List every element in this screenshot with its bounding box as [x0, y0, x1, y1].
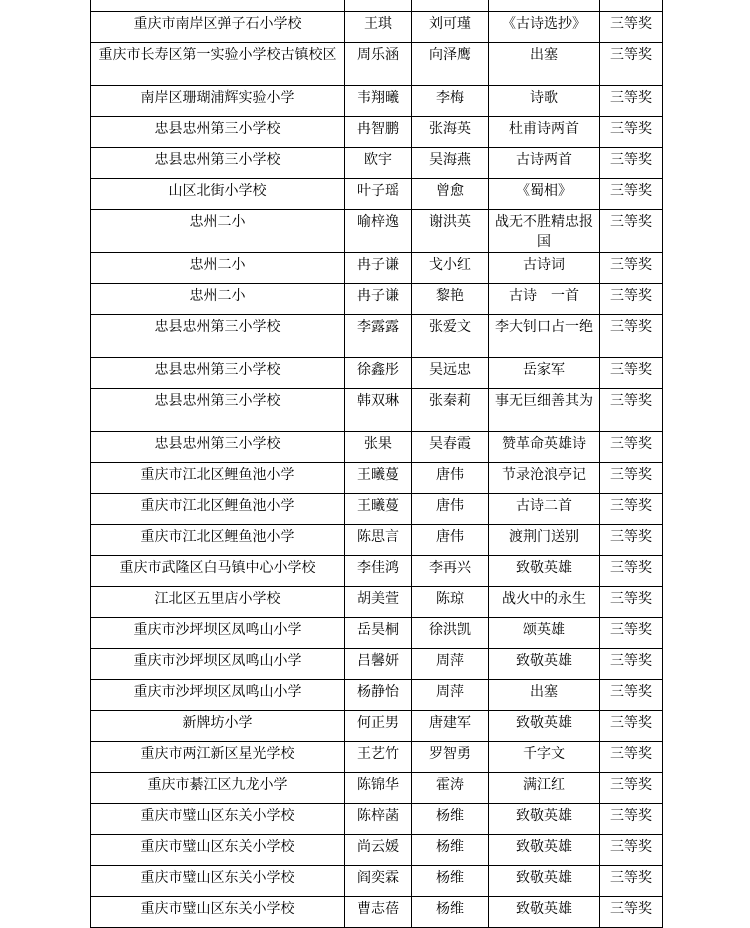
award-level-cell: 三等奖 [600, 179, 663, 210]
teacher-name-cell: 李梅 [412, 86, 489, 117]
school-cell: 忠州二小 [91, 210, 345, 253]
school-cell: 忠县忠州第三小学校 [91, 432, 345, 463]
student-name-cell: 冉子谦 [345, 284, 412, 315]
work-title-cell: 事无巨细善其为 [489, 389, 600, 432]
school-cell: 忠县忠州第三小学校 [91, 148, 345, 179]
table-row [91, 866, 663, 897]
table-row [91, 284, 663, 315]
award-level-cell: 三等奖 [600, 866, 663, 897]
table-row [91, 315, 663, 358]
student-name-cell: 陈锦华 [345, 773, 412, 804]
work-title-cell: 致敬英雄 [489, 649, 600, 680]
award-level-cell: 三等奖 [600, 463, 663, 494]
work-title-cell: 赞革命英雄诗 [489, 432, 600, 463]
table-row [91, 680, 663, 711]
teacher-name-cell: 杨维 [412, 804, 489, 835]
teacher-name-cell: 杨维 [412, 835, 489, 866]
award-level-cell: 三等奖 [600, 804, 663, 835]
school-cell: 重庆市武隆区白马镇中心小学校 [91, 556, 345, 587]
award-level-cell: 三等奖 [600, 389, 663, 432]
student-name-cell: 李佳鸿 [345, 556, 412, 587]
student-name-cell: 冉智鹏 [345, 117, 412, 148]
student-name-cell: 王曦蔓 [345, 494, 412, 525]
student-name-cell [345, 0, 412, 12]
school-cell: 重庆市沙坪坝区凤鸣山小学 [91, 618, 345, 649]
student-name-cell: 吕馨妍 [345, 649, 412, 680]
student-name-cell: 冉子谦 [345, 253, 412, 284]
student-name-cell: 欧宇 [345, 148, 412, 179]
work-title-cell: 颂英雄 [489, 618, 600, 649]
table-row [91, 773, 663, 804]
teacher-name-cell: 谢洪英 [412, 210, 489, 253]
award-level-cell: 三等奖 [600, 618, 663, 649]
table-row [91, 742, 663, 773]
work-title-cell: 渡荆门送别 [489, 525, 600, 556]
teacher-name-cell: 陈琼 [412, 587, 489, 618]
teacher-name-cell: 刘可瑾 [412, 12, 489, 43]
teacher-name-cell: 戈小红 [412, 253, 489, 284]
table-row [91, 389, 663, 432]
award-level-cell: 三等奖 [600, 773, 663, 804]
work-title-cell: 致敬英雄 [489, 866, 600, 897]
teacher-name-cell: 李再兴 [412, 556, 489, 587]
school-cell: 新牌坊小学 [91, 711, 345, 742]
work-title-cell: 出塞 [489, 680, 600, 711]
teacher-name-cell: 吴远忠 [412, 358, 489, 389]
award-level-cell: 三等奖 [600, 835, 663, 866]
school-cell: 忠州二小 [91, 284, 345, 315]
school-cell: 重庆市江北区鲤鱼池小学 [91, 494, 345, 525]
award-level-cell: 三等奖 [600, 43, 663, 86]
student-name-cell: 何正男 [345, 711, 412, 742]
work-title-cell: 李大钊口占一绝 [489, 315, 600, 358]
teacher-name-cell: 唐伟 [412, 525, 489, 556]
award-level-cell: 三等奖 [600, 587, 663, 618]
student-name-cell: 王曦蔓 [345, 463, 412, 494]
school-cell: 重庆市綦江区九龙小学 [91, 773, 345, 804]
teacher-name-cell: 霍涛 [412, 773, 489, 804]
school-cell: 重庆市南岸区弹子石小学校 [91, 12, 345, 43]
student-name-cell: 王艺竹 [345, 742, 412, 773]
award-table-body [91, 0, 663, 928]
teacher-name-cell: 黎艳 [412, 284, 489, 315]
teacher-name-cell: 唐建军 [412, 711, 489, 742]
work-title-cell: 古诗词 [489, 253, 600, 284]
award-level-cell: 三等奖 [600, 556, 663, 587]
school-cell: 重庆市璧山区东关小学校 [91, 866, 345, 897]
student-name-cell: 喻梓逸 [345, 210, 412, 253]
school-cell: 重庆市璧山区东关小学校 [91, 835, 345, 866]
school-cell: 忠县忠州第三小学校 [91, 117, 345, 148]
work-title-cell: 战火中的永生 [489, 587, 600, 618]
school-cell: 忠县忠州第三小学校 [91, 315, 345, 358]
award-level-cell: 三等奖 [600, 649, 663, 680]
school-cell: 忠州二小 [91, 253, 345, 284]
table-row [91, 804, 663, 835]
teacher-name-cell: 向泽鹰 [412, 43, 489, 86]
student-name-cell: 李露露 [345, 315, 412, 358]
school-cell: 重庆市璧山区东关小学校 [91, 897, 345, 928]
student-name-cell: 陈思言 [345, 525, 412, 556]
student-name-cell: 曹志蓓 [345, 897, 412, 928]
award-level-cell: 三等奖 [600, 494, 663, 525]
school-cell: 忠县忠州第三小学校 [91, 389, 345, 432]
work-title-cell: 节录沧浪亭记 [489, 463, 600, 494]
table-row [91, 179, 663, 210]
award-table [90, 0, 663, 928]
teacher-name-cell: 徐洪凯 [412, 618, 489, 649]
school-cell: 山区北街小学校 [91, 179, 345, 210]
work-title-cell: 致敬英雄 [489, 556, 600, 587]
school-cell: 南岸区珊瑚浦辉实验小学 [91, 86, 345, 117]
school-cell: 重庆市长寿区第一实验小学校古镇校区 [91, 43, 345, 86]
award-level-cell: 三等奖 [600, 711, 663, 742]
award-level-cell: 三等奖 [600, 525, 663, 556]
work-title-cell: 战无不胜精忠报国 [489, 210, 600, 253]
school-cell [91, 0, 345, 12]
teacher-name-cell: 张秦莉 [412, 389, 489, 432]
teacher-name-cell: 杨维 [412, 866, 489, 897]
table-row [91, 432, 663, 463]
teacher-name-cell: 吴春霞 [412, 432, 489, 463]
table-row [91, 587, 663, 618]
school-cell: 重庆市江北区鲤鱼池小学 [91, 463, 345, 494]
work-title-cell: 古诗 一首 [489, 284, 600, 315]
student-name-cell: 韩双琳 [345, 389, 412, 432]
work-title-cell: 《蜀相》 [489, 179, 600, 210]
table-row [91, 525, 663, 556]
table-row [91, 12, 663, 43]
work-title-cell: 古诗二首 [489, 494, 600, 525]
award-level-cell: 三等奖 [600, 432, 663, 463]
table-row [91, 253, 663, 284]
work-title-cell: 岳家军 [489, 358, 600, 389]
teacher-name-cell: 张爱文 [412, 315, 489, 358]
teacher-name-cell: 罗智勇 [412, 742, 489, 773]
award-level-cell: 三等奖 [600, 253, 663, 284]
award-level-cell: 三等奖 [600, 117, 663, 148]
teacher-name-cell: 唐伟 [412, 463, 489, 494]
work-title-cell: 千字文 [489, 742, 600, 773]
teacher-name-cell: 周萍 [412, 649, 489, 680]
student-name-cell: 叶子瑶 [345, 179, 412, 210]
work-title-cell [489, 0, 600, 12]
work-title-cell: 致敬英雄 [489, 804, 600, 835]
school-cell: 重庆市沙坪坝区凤鸣山小学 [91, 649, 345, 680]
student-name-cell: 陈梓菡 [345, 804, 412, 835]
table-row [91, 711, 663, 742]
teacher-name-cell: 吴海燕 [412, 148, 489, 179]
student-name-cell: 王琪 [345, 12, 412, 43]
school-cell: 重庆市江北区鲤鱼池小学 [91, 525, 345, 556]
work-title-cell: 致敬英雄 [489, 835, 600, 866]
work-title-cell: 诗歌 [489, 86, 600, 117]
teacher-name-cell: 曾愈 [412, 179, 489, 210]
table-row [91, 897, 663, 928]
award-level-cell: 三等奖 [600, 86, 663, 117]
table-row [91, 210, 663, 253]
work-title-cell: 杜甫诗两首 [489, 117, 600, 148]
table-row [91, 86, 663, 117]
school-cell: 江北区五里店小学校 [91, 587, 345, 618]
award-level-cell: 三等奖 [600, 897, 663, 928]
award-level-cell: 三等奖 [600, 315, 663, 358]
student-name-cell: 张果 [345, 432, 412, 463]
award-level-cell: 三等奖 [600, 680, 663, 711]
work-title-cell: 出塞 [489, 43, 600, 86]
student-name-cell: 胡美萱 [345, 587, 412, 618]
work-title-cell: 满江红 [489, 773, 600, 804]
table-row [91, 43, 663, 86]
work-title-cell: 《古诗选抄》 [489, 12, 600, 43]
award-list-page [90, 0, 662, 928]
table-row [91, 0, 663, 12]
student-name-cell: 杨静怡 [345, 680, 412, 711]
school-cell: 重庆市璧山区东关小学校 [91, 804, 345, 835]
student-name-cell: 韦翔曦 [345, 86, 412, 117]
school-cell: 忠县忠州第三小学校 [91, 358, 345, 389]
teacher-name-cell [412, 0, 489, 12]
teacher-name-cell: 唐伟 [412, 494, 489, 525]
work-title-cell: 致敬英雄 [489, 711, 600, 742]
student-name-cell: 阎奕霖 [345, 866, 412, 897]
award-level-cell: 三等奖 [600, 742, 663, 773]
table-row [91, 358, 663, 389]
table-row [91, 649, 663, 680]
student-name-cell: 周乐涵 [345, 43, 412, 86]
award-level-cell: 三等奖 [600, 284, 663, 315]
school-cell: 重庆市两江新区星光学校 [91, 742, 345, 773]
award-level-cell: 三等奖 [600, 148, 663, 179]
table-row [91, 618, 663, 649]
student-name-cell: 徐鑫彤 [345, 358, 412, 389]
award-level-cell: 三等奖 [600, 12, 663, 43]
table-row [91, 835, 663, 866]
work-title-cell: 致敬英雄 [489, 897, 600, 928]
table-row [91, 117, 663, 148]
table-row [91, 463, 663, 494]
teacher-name-cell: 杨维 [412, 897, 489, 928]
table-row [91, 148, 663, 179]
award-level-cell: 三等奖 [600, 358, 663, 389]
teacher-name-cell: 张海英 [412, 117, 489, 148]
student-name-cell: 岳昊桐 [345, 618, 412, 649]
school-cell: 重庆市沙坪坝区凤鸣山小学 [91, 680, 345, 711]
teacher-name-cell: 周萍 [412, 680, 489, 711]
table-row [91, 556, 663, 587]
award-level-cell [600, 0, 663, 12]
award-level-cell: 三等奖 [600, 210, 663, 253]
table-row [91, 494, 663, 525]
work-title-cell: 古诗两首 [489, 148, 600, 179]
student-name-cell: 尚云媛 [345, 835, 412, 866]
